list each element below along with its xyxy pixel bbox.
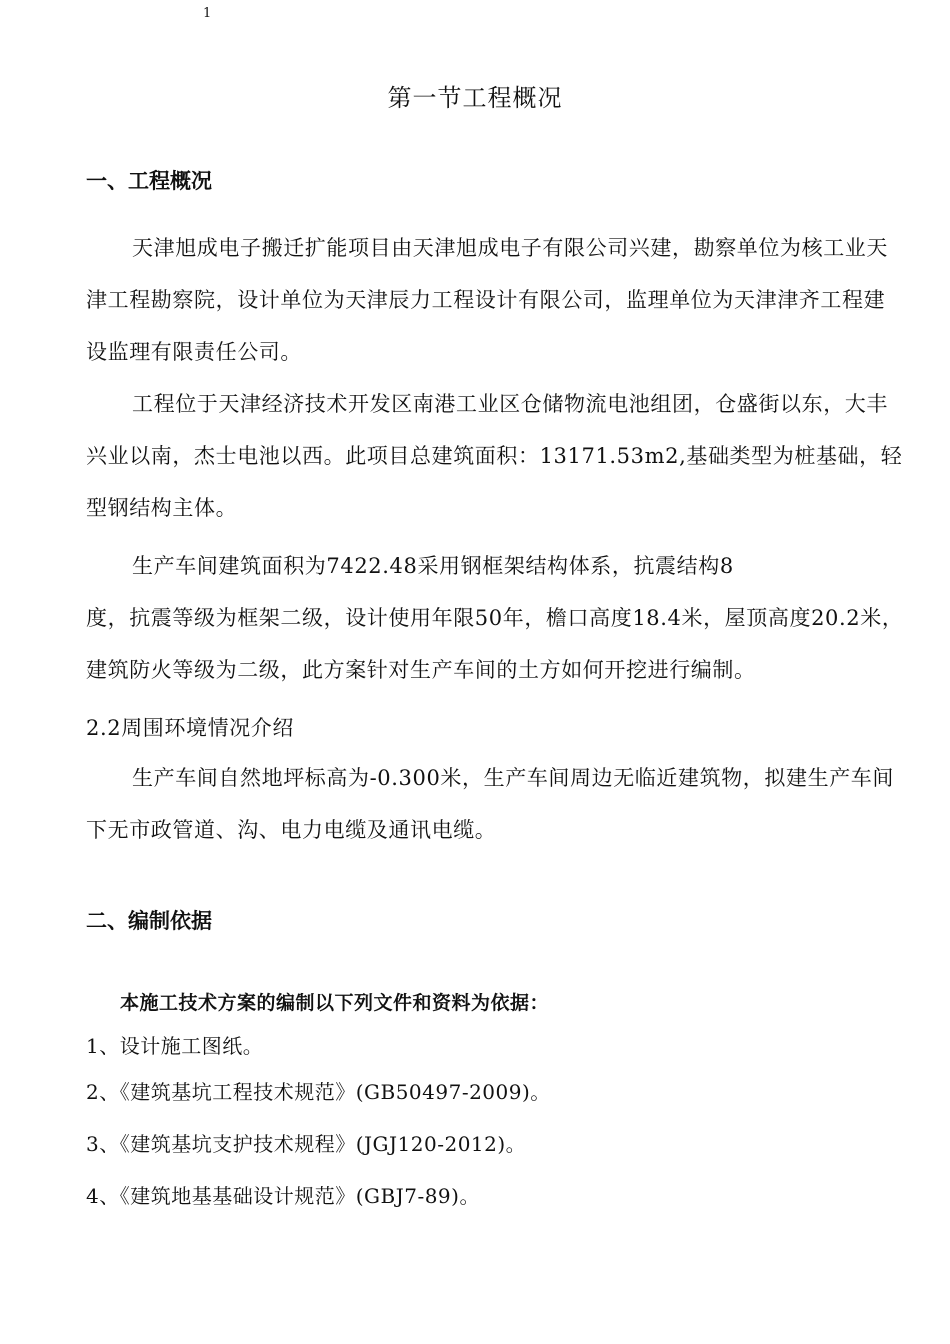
section-heading-overview: 一、工程概况 (86, 169, 212, 193)
subheading-environment: 2.2周围环境情况介绍 (86, 716, 294, 740)
list-item: 1、设计施工图纸。 (86, 1034, 264, 1058)
list-item: 3、《建筑基坑支护技术规程》(JGJ120-2012)。 (86, 1132, 527, 1156)
page-number: 1 (203, 6, 212, 21)
list-item: 2、《建筑基坑工程技术规范》(GB50497-2009)。 (86, 1080, 551, 1104)
list-item: 4、《建筑地基基础设计规范》(GBJ7-89)。 (86, 1184, 480, 1208)
paragraph-project-parties: 天津旭成电子搬迁扩能项目由天津旭成电子有限公司兴建，勘察单位为核工业天津工程勘察院，设计单位为天津辰力工程设计有限公司，监理单位为天津津齐工程建设监理有限责任公司。 (86, 236, 888, 364)
section-heading-basis: 二、编制依据 (86, 909, 212, 933)
basis-intro: 本施工技术方案的编制以下列文件和资料为依据： (120, 992, 550, 1014)
paragraph-environment: 生产车间自然地坪标高为-0.300米，生产车间周边无临近建筑物，拟建生产车间下无市政管道、沟、电力电缆及通讯电缆。 (86, 766, 895, 842)
paragraph-workshop-details: 度，抗震等级为框架二级，设计使用年限50年，檐口高度18.4米，屋顶高度20.2米，建筑防火等级为二级，此方案针对生产车间的土方如何开挖进行编制。 (86, 606, 904, 682)
paragraph-project-location: 工程位于天津经济技术开发区南港工业区仓储物流电池组团，仓盛街以东，大丰兴业以南，杰士电池以西。此项目总建筑面积：13171.53m2,基础类型为桩基础，轻型钢结构主体。 (86, 392, 903, 520)
paragraph-workshop-intro: 生产车间建筑面积为7422.48采用钢框架结构体系，抗震结构8 (132, 554, 734, 578)
document-title: 第一节工程概况 (387, 84, 563, 112)
